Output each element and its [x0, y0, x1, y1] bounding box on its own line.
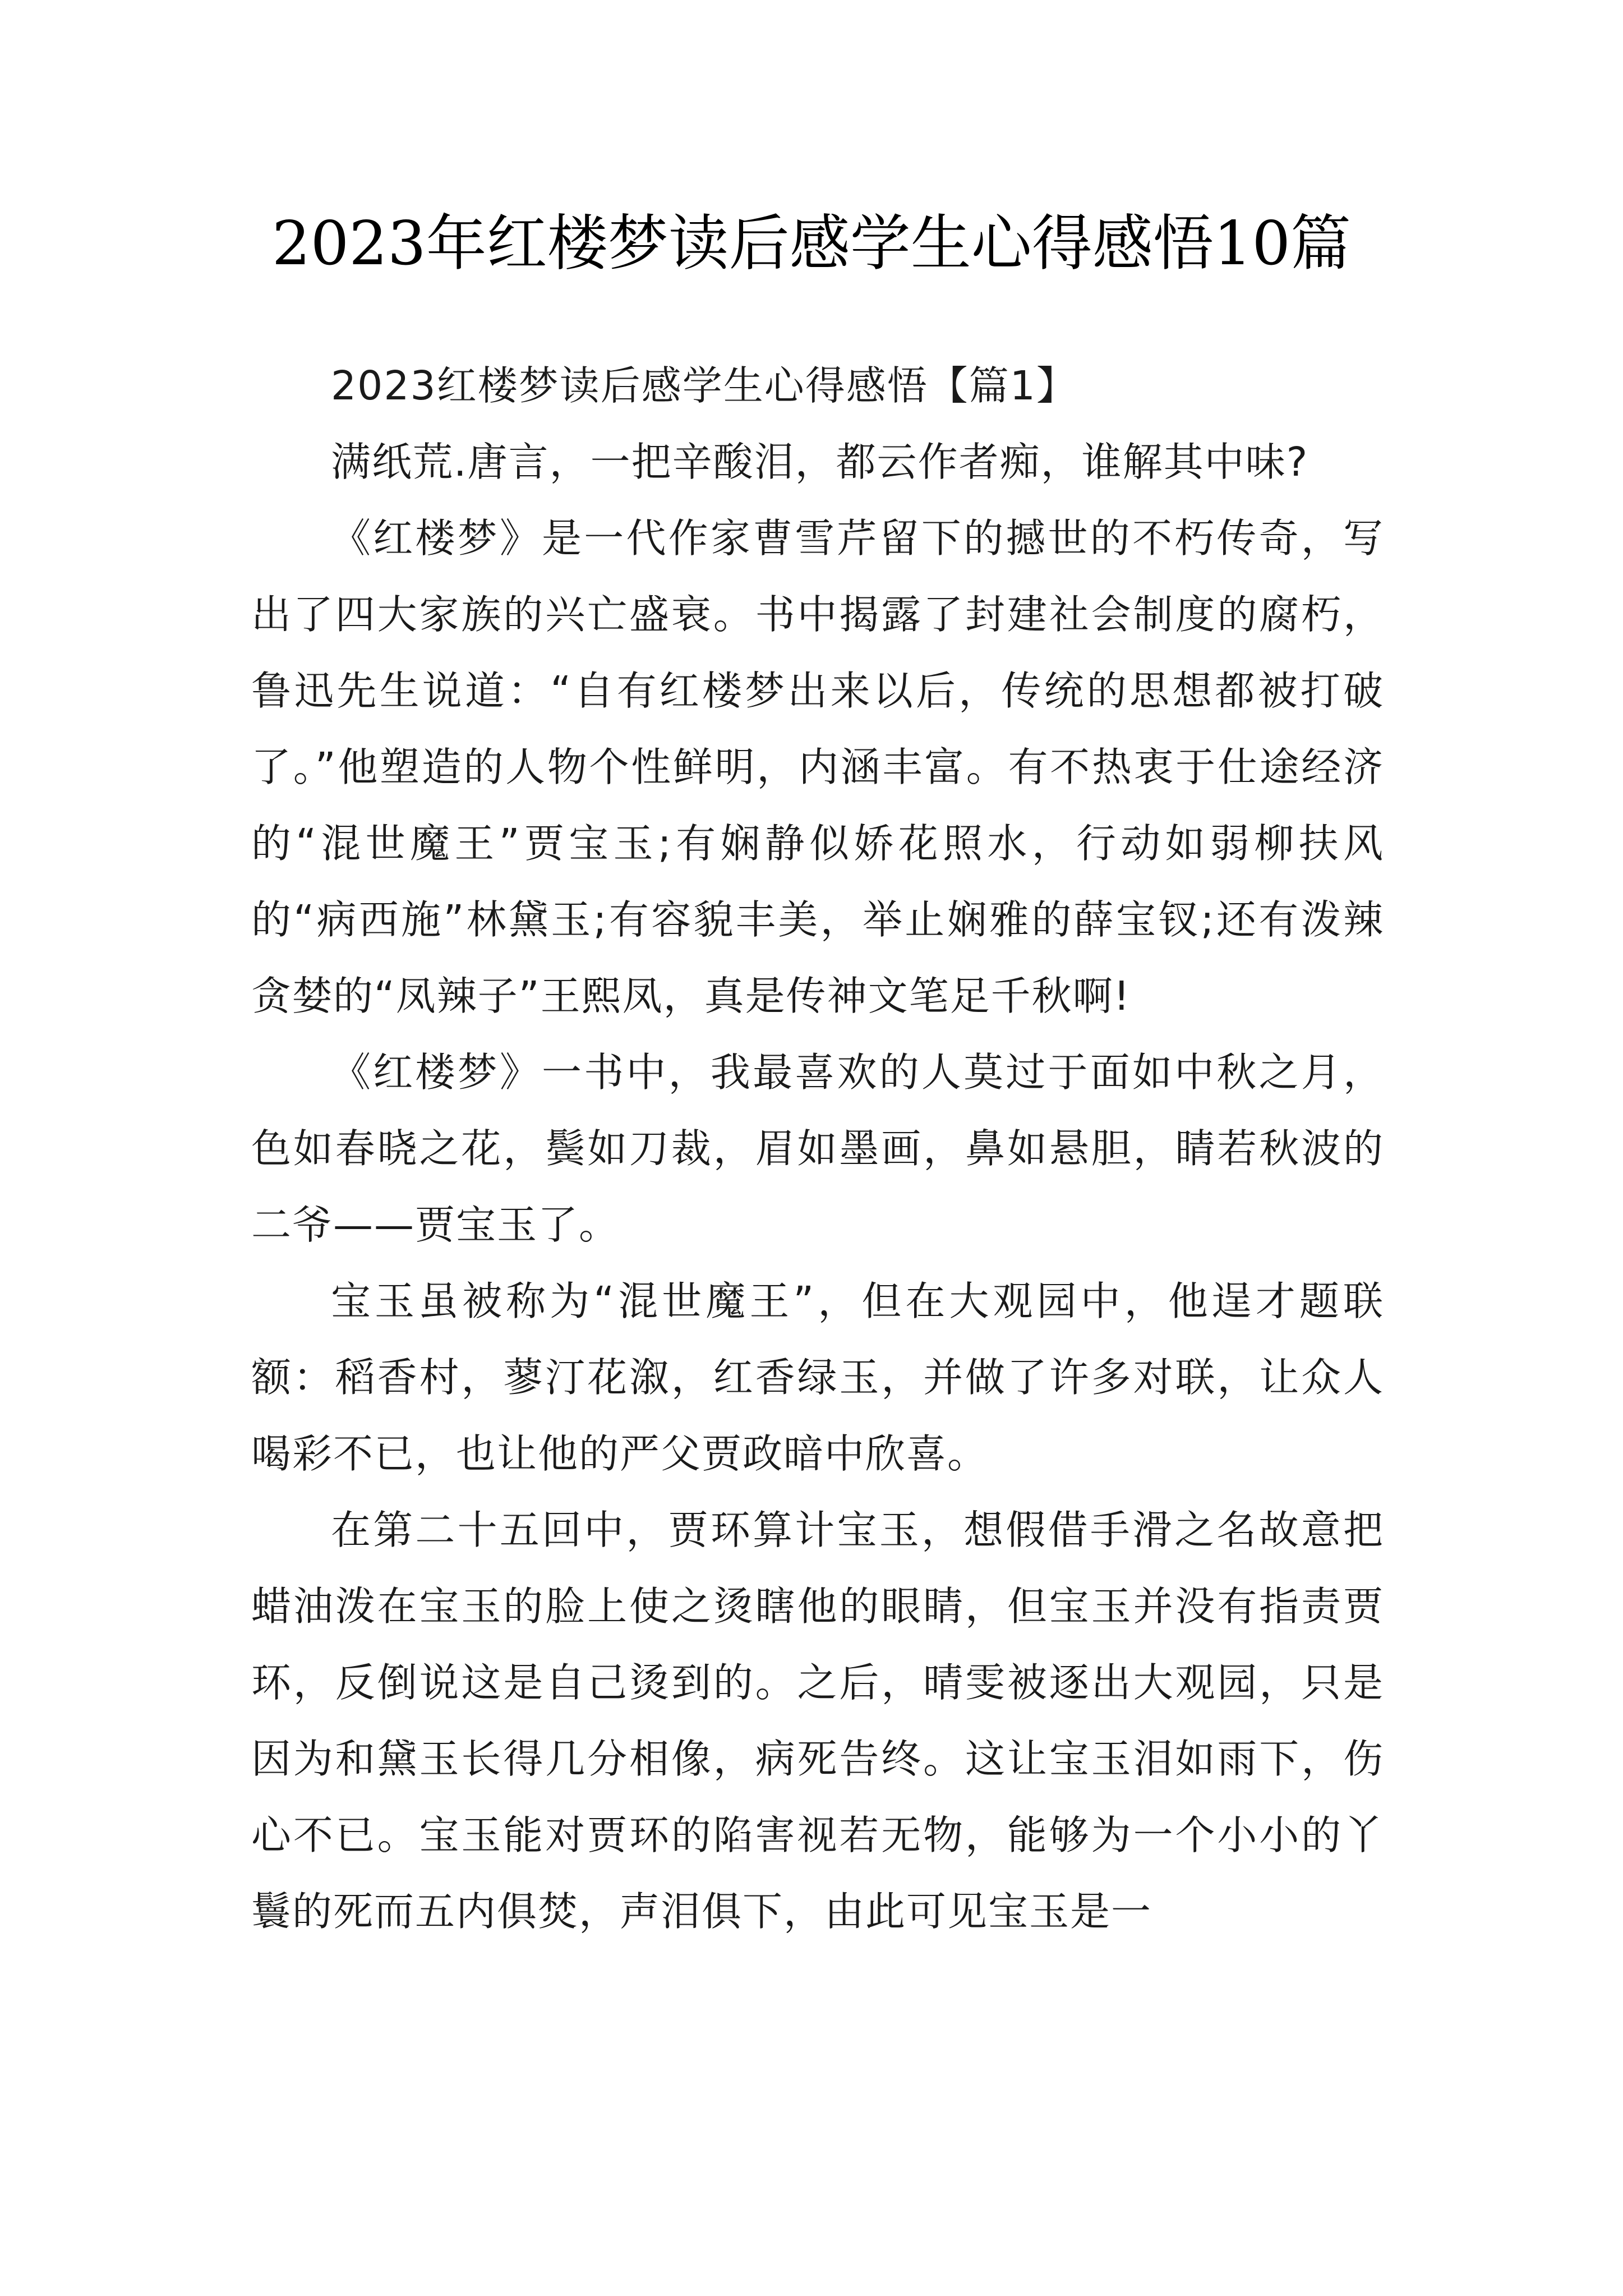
paragraph: 《红楼梦》是一代作家曹雪芹留下的撼世的不朽传奇，写出了四大家族的兴亡盛衰。书中揭露了封建社会制度的腐朽，鲁迅先生说道：“自有红楼梦出来以后，传统的思想都被打破了。”他塑造的人物个性鲜明，内涵丰富。有不热衷于仕途经济的“混世魔王”贾宝玉;有娴静似娇花照水，行动如弱柳扶风的“病西施”林黛玉;有容貌丰美，举止娴雅的薛宝钗;还有泼辣贪婪的“凤辣子”王熙凤，真是传神文笔足千秋啊!: [251, 515, 1384, 1019]
document-body: [251, 348, 1384, 1950]
paragraph: 在第二十五回中，贾环算计宝玉，想假借手滑之名故意把蜡油泼在宝玉的脸上使之烫瞎他的眼睛，但宝玉并没有指责贾环，反倒说这是自己烫到的。之后，晴雯被逐出大观园，只是因为和黛玉长得几分相像，病死告终。这让宝玉泪如雨下，伤心不已。宝玉能对贾环的陷害视若无物，能够为一个小小的丫鬟的死而五内俱焚，声泪俱下，由此可见宝玉是一: [251, 1507, 1384, 1935]
paragraph: 宝玉虽被称为“混世魔王”，但在大观园中，他逞才题联额：稻香村，蓼汀花溆，红香绿玉，并做了许多对联，让众人喝彩不已，也让他的严父贾政暗中欣喜。: [251, 1278, 1384, 1477]
document-title: 2023年红楼梦读后感学生心得感悟10篇: [271, 209, 1352, 279]
paragraph: 满纸荒.唐言，一把辛酸泪，都云作者痴，谁解其中味?: [331, 439, 1309, 485]
section-heading: 2023红楼梦读后感学生心得感悟【篇1】: [331, 362, 1077, 409]
paragraph: 《红楼梦》一书中，我最喜欢的人莫过于面如中秋之月，色如春晓之花，鬓如刀裁，眉如墨画，鼻如悬胆，睛若秋波的二爷——贾宝玉了。: [251, 1049, 1384, 1248]
